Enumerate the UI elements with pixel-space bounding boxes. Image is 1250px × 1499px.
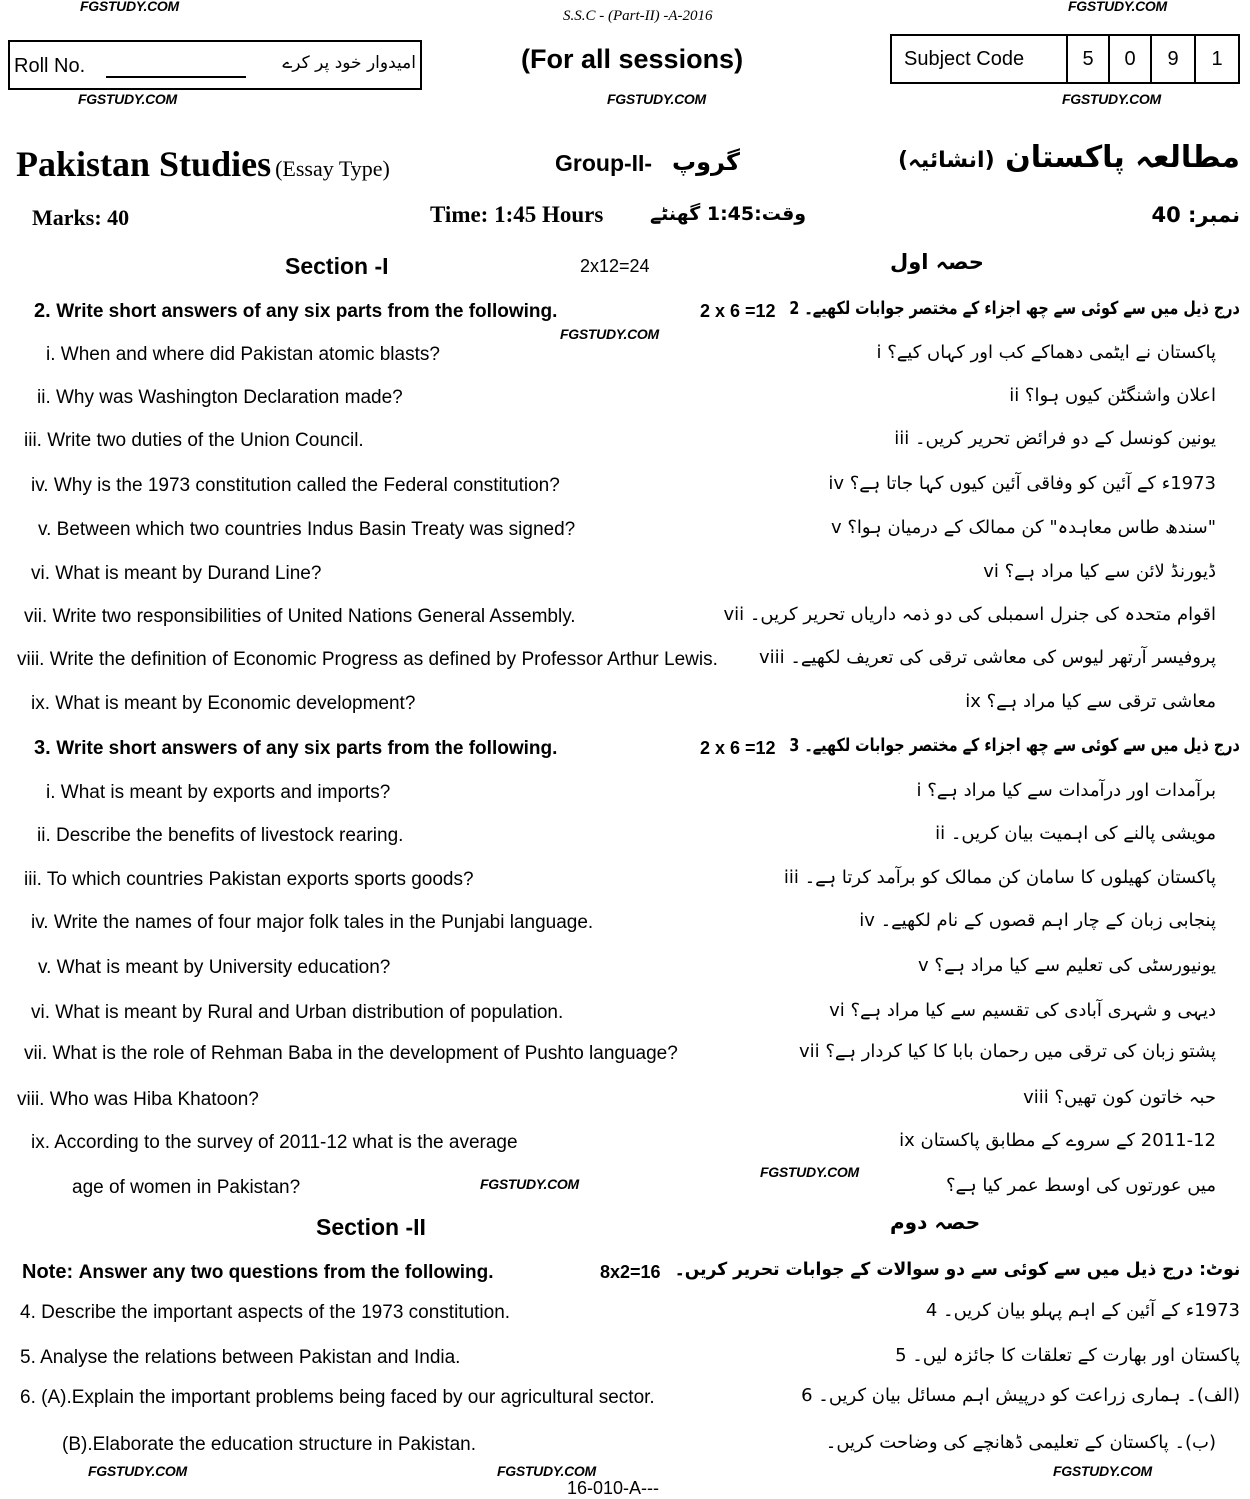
question-urdu: برآمدات اور درآمدات سے کیا مراد ہے؟ i bbox=[916, 780, 1216, 801]
question-number: ix. bbox=[31, 1132, 55, 1153]
section-1-title-ur: حصہ اول bbox=[890, 250, 984, 274]
question-number: 2. bbox=[34, 300, 57, 322]
question-marks: 2 x 6 =12 bbox=[700, 738, 776, 758]
question-urdu: دیہی و شہری آبادی کی تقسیم سے کیا مراد ہے؟ vi bbox=[829, 1000, 1216, 1021]
question-english: (A).Explain the important problems being faced by our agricultural sector. bbox=[41, 1387, 655, 1408]
question-text bbox=[24, 1043, 678, 1065]
question-english: To which countries Pakistan exports sports goods? bbox=[46, 869, 474, 890]
subject-code-digit: 9 bbox=[1150, 36, 1194, 82]
question-urdu: حبہ خاتون کون تھیں؟ viii bbox=[1023, 1087, 1216, 1108]
question-text bbox=[17, 1089, 259, 1111]
watermark: FGSTUDY.COM bbox=[560, 326, 659, 342]
question-english: What is meant by exports and imports? bbox=[60, 782, 391, 803]
question-text bbox=[22, 1261, 494, 1284]
section-2-title: Section -II bbox=[316, 1214, 426, 1240]
question-text bbox=[20, 1302, 510, 1324]
question-text bbox=[34, 300, 557, 323]
question-english: Write the names of four major folk tales in the Punjabi language. bbox=[53, 912, 594, 933]
question-urdu: پاکستان کھیلوں کا سامان کن ممالک کو برآمد کرتا ہے۔ iii bbox=[783, 867, 1216, 888]
question-english: Describe the important aspects of the 1973 constitution. bbox=[41, 1302, 511, 1323]
question-urdu: "سندھ طاس معاہدہ" کن ممالک کے درمیان ہوا؟ v bbox=[830, 517, 1216, 538]
question-english: According to the survey of 2011-12 what is the average bbox=[54, 1132, 518, 1153]
question-urdu: پشتو زبان کی ترقی میں رحمان بابا کا کیا کردار ہے؟ vii bbox=[798, 1041, 1216, 1062]
question-english: Write two duties of the Union Council. bbox=[47, 430, 364, 451]
question-english: Write short answers of any six parts from the following. bbox=[56, 301, 558, 322]
question-urdu: پاکستان نے ایٹمی دھماکے کب اور کہاں کیے؟ i bbox=[876, 342, 1216, 363]
question-urdu: (ب)۔ پاکستان کے تعلیمی ڈھانچے کی وضاحت کریں۔ bbox=[825, 1432, 1216, 1453]
roll-urdu-label: امیدوار خود پر کرے bbox=[282, 53, 416, 73]
question-text bbox=[34, 737, 557, 760]
question-number: ii. bbox=[37, 387, 56, 408]
question-urdu: مویشی پالنے کی اہمیت بیان کریں۔ ii bbox=[935, 823, 1216, 844]
question-number: i. bbox=[46, 344, 61, 365]
question-urdu: پنجابی زبان کے چار اہم قصوں کے نام لکھیے۔ iv bbox=[859, 910, 1216, 931]
question-english: Answer any two questions from the following. bbox=[78, 1262, 494, 1283]
watermark: FGSTUDY.COM bbox=[80, 0, 179, 14]
question-text bbox=[31, 693, 415, 715]
watermark: FGSTUDY.COM bbox=[607, 91, 706, 107]
question-text bbox=[31, 912, 593, 934]
marks-en: Marks: 40 bbox=[32, 205, 130, 230]
question-number: vii. bbox=[24, 606, 53, 627]
question-text bbox=[37, 387, 403, 409]
question-urdu: ڈیورنڈ لائن سے کیا مراد ہے؟ vi bbox=[983, 561, 1216, 582]
question-number: vii. bbox=[24, 1043, 53, 1064]
question-text bbox=[20, 1387, 655, 1409]
question-english: Why is the 1973 constitution called the Federal constitution? bbox=[53, 475, 560, 496]
watermark: FGSTUDY.COM bbox=[480, 1176, 579, 1192]
type-en: (Essay Type) bbox=[275, 156, 390, 181]
watermark: FGSTUDY.COM bbox=[1068, 0, 1167, 14]
question-english: Write the definition of Economic Progress as defined by Professor Arthur Lewis. bbox=[49, 649, 718, 670]
watermark: FGSTUDY.COM bbox=[1053, 1463, 1152, 1479]
subject-code-label: Subject Code bbox=[904, 48, 1025, 70]
roll-number-field[interactable] bbox=[106, 76, 246, 78]
question-number: iv. bbox=[31, 912, 54, 933]
watermark: FGSTUDY.COM bbox=[760, 1164, 859, 1180]
question-number: iii. bbox=[24, 869, 47, 890]
subject-code-digit: 5 bbox=[1066, 36, 1108, 82]
question-marks: 2 x 6 =12 bbox=[700, 301, 776, 321]
question-number: v. bbox=[38, 957, 57, 978]
question-number: 5. bbox=[20, 1347, 41, 1368]
question-number: viii. bbox=[17, 649, 50, 670]
question-number: 4. bbox=[20, 1302, 42, 1323]
question-number: 6. bbox=[20, 1387, 42, 1408]
question-english: Why was Washington Declaration made? bbox=[56, 387, 403, 408]
question-urdu: معاشی ترقی سے کیا مراد ہے؟ ix bbox=[965, 691, 1216, 712]
subject-ur bbox=[898, 140, 1240, 175]
sessions-label: (For all sessions) bbox=[521, 44, 744, 74]
question-urdu: 1973ء کے آئین کے اہم پہلو بیان کریں۔ 4 bbox=[925, 1300, 1240, 1321]
question-text bbox=[37, 825, 403, 847]
question-text bbox=[24, 869, 474, 891]
type-ur: (انشائیہ) bbox=[897, 148, 995, 173]
question-urdu: یونیورسٹی کی تعلیم سے کیا مراد ہے؟ v bbox=[918, 955, 1216, 976]
question-english: What is the role of Rehman Baba in the development of Pushto language? bbox=[52, 1043, 678, 1064]
subject-code-box bbox=[890, 34, 1240, 84]
question-text bbox=[72, 1177, 300, 1199]
question-urdu: یونین کونسل کے دو فرائض تحریر کریں۔ iii bbox=[894, 428, 1216, 449]
question-text bbox=[31, 1002, 563, 1024]
question-number: vi. bbox=[31, 563, 56, 584]
question-text bbox=[24, 606, 576, 628]
question-urdu: (الف)۔ ہماری زراعت کو درپیش اہم مسائل بیان کریں۔ 6 bbox=[801, 1385, 1240, 1406]
question-english: age of women in Pakistan? bbox=[72, 1177, 301, 1198]
subject-ur-text: مطالعہ پاکستان bbox=[1005, 140, 1240, 175]
question-marks: 8x2=16 bbox=[600, 1262, 661, 1282]
question-english: Between which two countries Indus Basin Treaty was signed? bbox=[56, 519, 576, 540]
watermark: FGSTUDY.COM bbox=[1062, 91, 1161, 107]
question-text bbox=[20, 1347, 460, 1369]
question-english: Analyse the relations between Pakistan and India. bbox=[40, 1347, 461, 1368]
question-english: When and where did Pakistan atomic blasts? bbox=[60, 344, 440, 365]
question-text bbox=[46, 344, 440, 366]
question-english: Write short answers of any six parts from the following. bbox=[56, 738, 558, 759]
subject-en: Pakistan Studies bbox=[16, 144, 272, 184]
question-urdu: درج ذیل میں سے کوئی سے چھ اجزاء کے مختصر جوابات لکھیے۔ 3 bbox=[789, 735, 1240, 756]
question-english: What is meant by Rural and Urban distribution of population. bbox=[55, 1002, 564, 1023]
question-text bbox=[46, 782, 390, 804]
group-ur: گروپ bbox=[672, 148, 740, 176]
question-number: Note: bbox=[22, 1261, 79, 1283]
question-text bbox=[24, 430, 364, 452]
time-en: Time: 1:45 Hours bbox=[430, 202, 604, 227]
question-text bbox=[62, 1434, 476, 1456]
section-2-title-ur: حصہ دوم bbox=[890, 1210, 981, 1234]
question-text bbox=[31, 1132, 518, 1154]
group-en: Group-II- bbox=[555, 150, 653, 176]
subject-code-digit: 0 bbox=[1108, 36, 1150, 82]
question-urdu: اقوام متحدہ کی جنرل اسمبلی کی دو ذمہ داریاں تحریر کریں۔ vii bbox=[723, 604, 1216, 625]
question-english: Who was Hiba Khatoon? bbox=[49, 1089, 259, 1110]
subject-code-digit: 1 bbox=[1194, 36, 1238, 82]
question-text bbox=[31, 563, 321, 585]
question-text bbox=[17, 649, 718, 671]
question-text bbox=[31, 475, 560, 497]
question-number: i. bbox=[46, 782, 61, 803]
question-urdu: پاکستان اور بھارت کے تعلقات کا جائزہ لیں۔ 5 bbox=[895, 1345, 1240, 1366]
question-text bbox=[38, 519, 575, 541]
question-number: ii. bbox=[37, 825, 56, 846]
question-english: (B).Elaborate the education structure in Pakistan. bbox=[62, 1434, 477, 1455]
question-urdu: پروفیسر آرتھر لیوس کی معاشی ترقی کی تعریف لکھیے۔ viii bbox=[758, 647, 1216, 668]
question-urdu: نوٹ: درج ذیل میں سے کوئی سے دو سوالات کے جوابات تحریر کریں۔ bbox=[674, 1259, 1240, 1280]
time-ur: وقت:1:45 گھنٹے bbox=[650, 203, 807, 225]
question-english: Describe the benefits of livestock rearing. bbox=[56, 825, 404, 846]
section-1-title: Section -I bbox=[285, 253, 389, 279]
question-urdu: 1973ء کے آئین کو وفاقی آئین کیوں کہا جاتا ہے؟ iv bbox=[828, 473, 1216, 494]
question-english: Write two responsibilities of United Nations General Assembly. bbox=[52, 606, 576, 627]
watermark: FGSTUDY.COM bbox=[78, 91, 177, 107]
roll-number-box bbox=[8, 40, 422, 90]
question-number: iii. bbox=[24, 430, 48, 451]
watermark: FGSTUDY.COM bbox=[497, 1463, 596, 1479]
question-english: What is meant by University education? bbox=[56, 957, 391, 978]
question-english: What is meant by Durand Line? bbox=[55, 563, 322, 584]
footer-code: 16-010-A--- bbox=[567, 1478, 660, 1498]
paper-code: S.S.C - (Part-II) -A-2016 bbox=[563, 8, 713, 24]
marks-ur: نمبر: 40 bbox=[1151, 203, 1240, 227]
question-number: ix. bbox=[31, 693, 56, 714]
subject-title bbox=[16, 143, 390, 185]
question-number: vi. bbox=[31, 1002, 56, 1023]
question-number: viii. bbox=[17, 1089, 50, 1110]
roll-label: Roll No. bbox=[14, 55, 86, 77]
question-urdu: میں عورتوں کی اوسط عمر کیا ہے؟ bbox=[945, 1175, 1216, 1196]
watermark: FGSTUDY.COM bbox=[88, 1463, 187, 1479]
question-english: What is meant by Economic development? bbox=[55, 693, 416, 714]
question-number: v. bbox=[38, 519, 57, 540]
question-text bbox=[38, 957, 390, 979]
question-urdu: اعلان واشنگٹن کیوں ہوا؟ ii bbox=[1009, 385, 1216, 406]
question-number: iv. bbox=[31, 475, 54, 496]
section-1-marks: 2x12=24 bbox=[580, 256, 650, 276]
question-urdu: 2011-12 کے سروے کے مطابق پاکستان ix bbox=[899, 1130, 1216, 1151]
question-urdu: درج ذیل میں سے کوئی سے چھ اجزاء کے مختصر جوابات لکھیے۔ 2 bbox=[789, 298, 1240, 319]
question-number: 3. bbox=[34, 737, 57, 759]
